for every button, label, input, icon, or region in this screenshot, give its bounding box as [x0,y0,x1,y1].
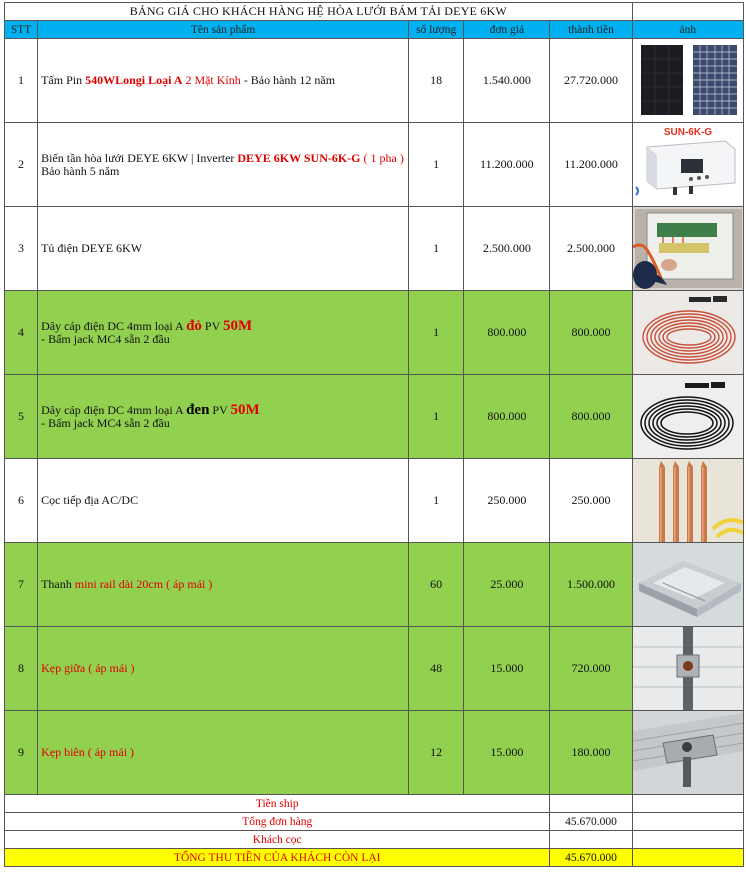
name-text: Dây cáp điện DC 4mm loại A [41,402,187,417]
row-total: 180.000 [550,711,632,795]
name-red-text: mini rail dài 20cm ( áp mái ) [74,577,213,591]
price-table [4,2,744,867]
table-row [5,711,744,795]
name-red-text: 2 Mặt Kính [182,73,241,87]
table-row [5,39,744,123]
name-text: Tấm Pin [41,73,86,87]
order-total-label: Tổng đơn hàng [5,813,550,831]
deposit-value [550,831,632,849]
row-qty: 18 [409,39,464,123]
red-cable-photo-icon [632,291,743,375]
table-row [5,375,744,459]
row-stt: 7 [5,543,38,627]
mid-clamp-photo-icon [632,627,743,711]
row-price: 250.000 [464,459,550,543]
header-total: thành tiền [550,21,632,39]
name-length: 50M [230,401,260,418]
remaining-blank [632,849,743,867]
row-name [38,39,409,123]
header-name: Tên sản phẩm [38,21,409,39]
row-name [38,627,409,711]
row-qty: 48 [409,627,464,711]
row-name [38,459,409,543]
row-qty: 1 [409,291,464,375]
name-text: Cọc tiếp địa AC/DC [41,493,139,507]
remaining-value: 45.670.000 [550,849,632,867]
name-text: Dây cáp điện DC 4mm loại A [41,318,187,333]
name-color-word: đỏ [186,317,202,334]
price-sheet [4,2,744,867]
order-total-value: 45.670.000 [550,813,632,831]
row-qty: 1 [409,375,464,459]
row-name [38,711,409,795]
deposit-blank [632,831,743,849]
row-total: 720.000 [550,627,632,711]
row-name [38,207,409,291]
shipping-label: Tiền ship [5,795,550,813]
table-row [5,627,744,711]
table-row [5,207,744,291]
name-note: - Bấm jack MC4 sẵn 2 đầu [41,415,170,430]
row-total: 11.200.000 [550,123,632,207]
row-total: 1.500.000 [550,543,632,627]
black-cable-photo-icon [632,375,743,459]
table-row [5,543,744,627]
name-highlight: DEYE 6KW SUN-6K-G [237,150,361,165]
grounding-rod-photo-icon [632,459,743,543]
row-price: 15.000 [464,627,550,711]
name-red-text: ( 1 pha ) [360,150,404,165]
header-qty: số lượng [409,21,464,39]
row-total: 27.720.000 [550,39,632,123]
shipping-row [5,795,744,813]
header-image: ảnh [632,21,743,39]
order-total-row [5,813,744,831]
name-red-text: Kẹp giữa ( áp mái ) [41,661,135,675]
row-stt: 1 [5,39,38,123]
row-total: 250.000 [550,459,632,543]
deposit-label: Khách cọc [5,831,550,849]
end-clamp-photo-icon [632,711,743,795]
remaining-label: TỔNG THU TIỀN CỦA KHÁCH CÒN LẠI [5,849,550,867]
row-name [38,291,409,375]
row-total: 800.000 [550,375,632,459]
row-qty: 12 [409,711,464,795]
header-price: đơn giá [464,21,550,39]
row-stt: 9 [5,711,38,795]
row-qty: 1 [409,459,464,543]
row-stt: 6 [5,459,38,543]
row-stt: 4 [5,291,38,375]
row-price: 11.200.000 [464,123,550,207]
table-row [5,123,744,207]
shipping-value [550,795,632,813]
row-price: 25.000 [464,543,550,627]
name-warranty: Bảo hành 5 năm [41,163,120,178]
order-total-blank [632,813,743,831]
title-row [5,3,744,21]
row-stt: 8 [5,627,38,711]
name-text: Thanh [41,577,75,591]
name-highlight: 540WLongi Loại A [85,73,183,87]
row-stt: 5 [5,375,38,459]
row-stt: 3 [5,207,38,291]
row-price: 1.540.000 [464,39,550,123]
name-text-pv: PV [201,318,224,333]
row-price: 15.000 [464,711,550,795]
inverter-model-label: SUN-6K-G [663,127,712,138]
row-name [38,543,409,627]
name-note: - Bấm jack MC4 sẵn 2 đầu [41,331,170,346]
name-red-text: Kẹp biên ( áp mái ) [41,745,135,759]
title-blank-cell [632,3,743,21]
name-warranty: - Bảo hành 12 năm [240,73,336,87]
row-price: 800.000 [464,291,550,375]
row-total: 2.500.000 [550,207,632,291]
name-text-pv: PV [209,402,231,417]
name-text: Tủ điện DEYE 6KW [41,241,143,255]
row-qty: 1 [409,207,464,291]
deposit-row [5,831,744,849]
header-stt: STT [5,21,38,39]
name-color-word: đen [186,401,210,418]
row-name [38,123,409,207]
header-row [5,21,744,39]
electrical-cabinet-photo-icon [632,207,743,291]
remaining-row [5,849,744,867]
name-text: Biến tần hòa lưới DEYE 6KW | Inverter [41,150,238,165]
row-stt: 2 [5,123,38,207]
table-row [5,291,744,375]
shipping-blank [632,795,743,813]
solar-panel-photo-icon [632,39,743,123]
row-name [38,375,409,459]
row-qty: 60 [409,543,464,627]
row-price: 800.000 [464,375,550,459]
table-row [5,459,744,543]
name-length: 50M [223,317,253,334]
table-title: BẢNG GIÁ CHO KHÁCH HÀNG HỆ HÒA LƯỚI BÁM TẢI DEYE 6KW [5,3,633,21]
row-qty: 1 [409,123,464,207]
mini-rail-photo-icon [632,543,743,627]
row-price: 2.500.000 [464,207,550,291]
inverter-photo-icon [632,123,743,207]
row-total: 800.000 [550,291,632,375]
